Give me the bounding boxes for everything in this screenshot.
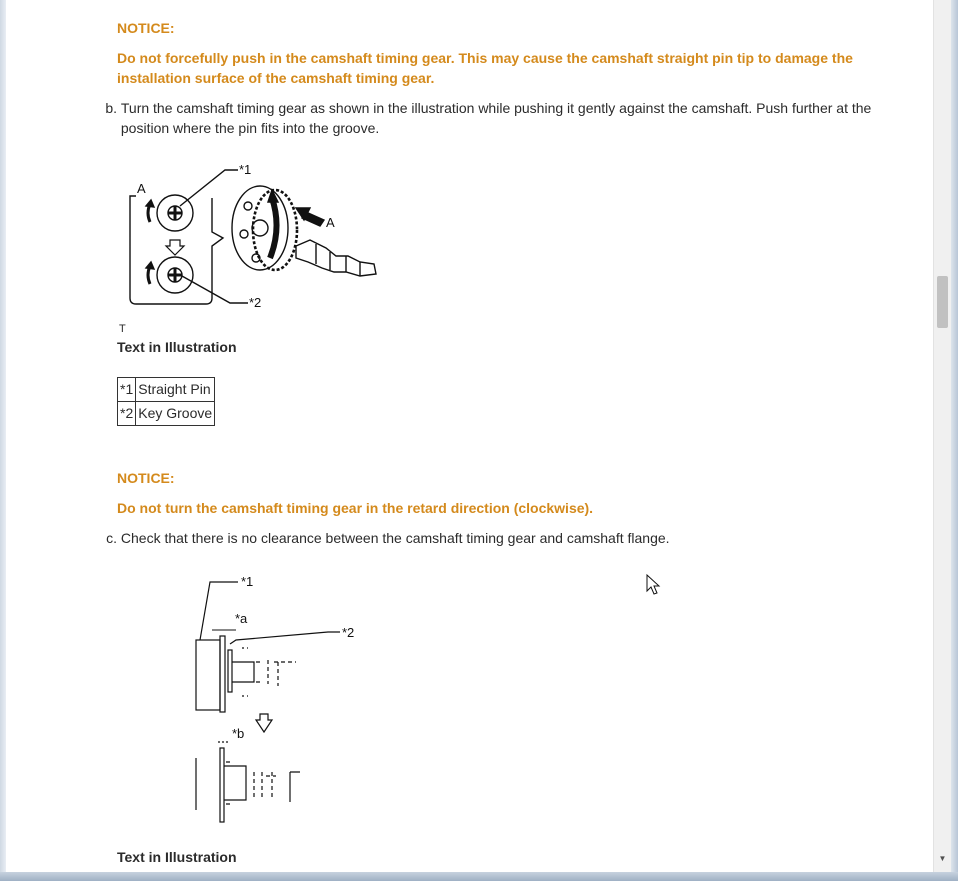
step-marker: c.: [106, 530, 117, 546]
window-frame-right: [951, 0, 958, 872]
legend-key: *2: [118, 402, 136, 426]
notice-title: NOTICE:: [117, 470, 175, 486]
text-in-illustration-heading: Text in Illustration: [117, 339, 237, 355]
notice-text: Do not turn the camshaft timing gear in the retard direction (clockwise).: [117, 500, 594, 516]
callout-2: *2: [342, 625, 355, 640]
scrollbar-thumb[interactable]: [937, 276, 948, 328]
camshaft-gear-illustration: [120, 158, 390, 328]
step-text: Check that there is no clearance between the camshaft timing gear and camshaft flange.: [120, 530, 670, 546]
step-marker: b.: [105, 100, 117, 116]
illustration-id: T: [119, 323, 126, 335]
table-row: [118, 402, 215, 426]
label-a-right: A: [326, 215, 335, 230]
label-a-left: A: [137, 181, 146, 196]
legend-key: *1: [118, 378, 136, 402]
callout-b: *b: [232, 726, 245, 741]
step-b: [97, 98, 897, 138]
notice-title: NOTICE:: [117, 20, 175, 36]
callout-1: *1: [241, 574, 254, 589]
legend-table: [117, 377, 215, 426]
window-frame-bottom: [0, 872, 958, 881]
scroll-down-button[interactable]: ▼: [938, 854, 947, 863]
table-row: [118, 378, 215, 402]
notice-text: Do not forcefully push in the camshaft timing gear. This may cause the camshaft straight pin tip to damage the installation surface of the camshaft timing gear.: [117, 50, 853, 86]
callout-1: *1: [239, 162, 252, 177]
mouse-pointer-icon: [646, 574, 662, 596]
text-in-illustration-heading: Text in Illustration: [117, 849, 237, 865]
legend-value: Key Groove: [136, 402, 215, 426]
legend-value: Straight Pin: [136, 378, 215, 402]
step-c: [97, 528, 897, 548]
callout-2: *2: [249, 295, 262, 310]
step-text: Turn the camshaft timing gear as shown in the illustration while pushing it gently against the camshaft. Push further at the position where the pin fits into the groove.: [120, 100, 872, 136]
vertical-scrollbar[interactable]: [933, 0, 951, 872]
callout-a: *a: [235, 611, 248, 626]
clearance-check-illustration: [190, 570, 370, 830]
